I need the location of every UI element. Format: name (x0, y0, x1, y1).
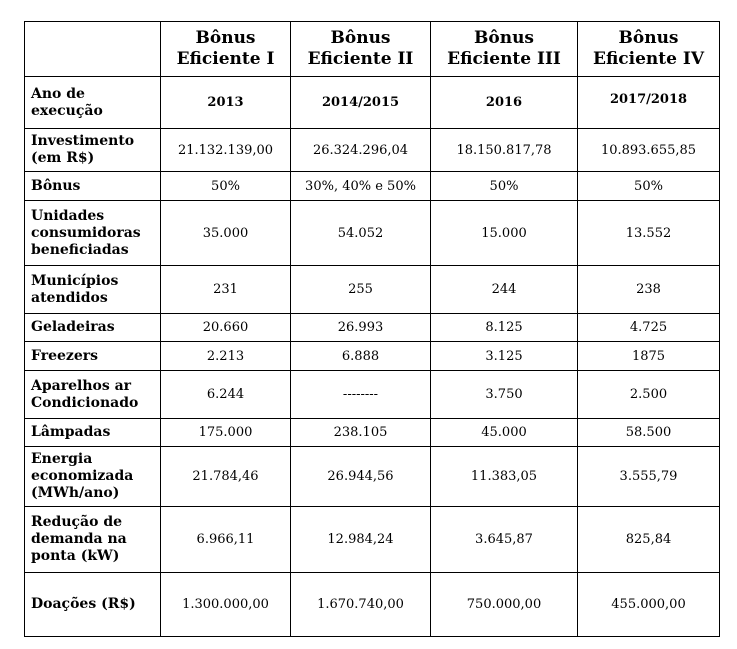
label-line: Energia (31, 451, 93, 467)
label-line: ponta (kW) (31, 548, 120, 564)
row-label (25, 266, 161, 314)
cell: 4.725 (578, 314, 720, 342)
row-label (25, 342, 161, 371)
label-line: Aparelhos ar (31, 377, 132, 394)
header-col-2-line2: Eficiente II (307, 49, 414, 69)
row-label (25, 507, 161, 573)
cell: 2016 (431, 77, 578, 129)
cell: 50% (578, 172, 720, 201)
row-freezers (25, 342, 720, 371)
label-line: Municípios (31, 272, 119, 289)
cell: 2.500 (578, 371, 720, 419)
header-col-3 (431, 22, 578, 77)
cell: 3.750 (431, 371, 578, 419)
header-col-3-line1: Bônus (474, 28, 534, 48)
row-label (25, 573, 161, 637)
label-line: Bônus (31, 177, 81, 194)
cell: 2014/2015 (291, 77, 431, 129)
cell: 20.660 (161, 314, 291, 342)
cell: 255 (291, 266, 431, 314)
row-investimento (25, 129, 720, 172)
header-col-4-line1: Bônus (618, 28, 679, 48)
cell: 35.000 (161, 201, 291, 266)
bonus-eficiente-table (24, 21, 720, 637)
header-col-4-line2: Eficiente IV (592, 49, 705, 69)
cell: 26.993 (291, 314, 431, 342)
cell: 6.966,11 (161, 507, 291, 573)
row-reducao (25, 507, 720, 573)
cell: 26.324.296,04 (291, 129, 431, 172)
label-line: demanda na (31, 531, 127, 547)
label-line: Condicionado (31, 394, 139, 411)
cell: 21.132.139,00 (161, 129, 291, 172)
cell: 10.893.655,85 (578, 129, 720, 172)
cell: 11.383,05 (431, 447, 578, 507)
cell: -------- (291, 371, 431, 419)
row-label (25, 419, 161, 447)
label-line: Freezers (31, 347, 98, 364)
row-aparelhos (25, 371, 720, 419)
cell: 21.784,46 (161, 447, 291, 507)
cell: 750.000,00 (431, 573, 578, 637)
cell: 238 (578, 266, 720, 314)
cell: 15.000 (431, 201, 578, 266)
cell: 13.552 (578, 201, 720, 266)
cell: 1.670.740,00 (291, 573, 431, 637)
cell: 58.500 (578, 419, 720, 447)
header-col-3-line2: Eficiente III (447, 49, 561, 69)
cell: 3.645,87 (431, 507, 578, 573)
cell: 2.213 (161, 342, 291, 371)
cell: 244 (431, 266, 578, 314)
cell: 455.000,00 (578, 573, 720, 637)
row-doacoes (25, 573, 720, 637)
header-col-2 (291, 22, 431, 77)
label-line: Lâmpadas (31, 424, 111, 440)
header-col-1-line1: Bônus (195, 28, 256, 48)
label-line: economizada (31, 468, 134, 484)
row-label (25, 172, 161, 201)
cell: 231 (161, 266, 291, 314)
cell: 175.000 (161, 419, 291, 447)
cell: 6.244 (161, 371, 291, 419)
label-line: Investimento (31, 133, 135, 149)
row-geladeiras (25, 314, 720, 342)
cell: 1.300.000,00 (161, 573, 291, 637)
row-ano (25, 77, 720, 129)
cell: 6.888 (291, 342, 431, 371)
cell: 3.125 (431, 342, 578, 371)
cell: 238.105 (291, 419, 431, 447)
row-label (25, 129, 161, 172)
row-bonus (25, 172, 720, 201)
header-col-1 (161, 22, 291, 77)
label-line: Geladeiras (31, 319, 115, 335)
corner-cell (25, 22, 161, 77)
cell: 18.150.817,78 (431, 129, 578, 172)
row-municipios (25, 266, 720, 314)
cell: 26.944,56 (291, 447, 431, 507)
label-line: execução (31, 102, 103, 119)
cell: 8.125 (431, 314, 578, 342)
cell: 30%, 40% e 50% (291, 172, 431, 201)
header-col-4 (578, 22, 720, 77)
cell: 45.000 (431, 419, 578, 447)
row-label (25, 447, 161, 507)
row-unidades (25, 201, 720, 266)
cell: 50% (161, 172, 291, 201)
row-label (25, 371, 161, 419)
header-col-2-line1: Bônus (330, 28, 391, 48)
row-lampadas (25, 419, 720, 447)
label-line: consumidoras (31, 224, 141, 241)
label-line: (MWh/ano) (31, 485, 120, 501)
label-line: Redução de (31, 514, 123, 530)
label-line: beneficiadas (31, 241, 129, 258)
row-label (25, 314, 161, 342)
label-line: atendidos (31, 289, 108, 306)
row-label (25, 201, 161, 266)
cell: 12.984,24 (291, 507, 431, 573)
row-energia (25, 447, 720, 507)
label-line: Ano de (31, 85, 85, 102)
header-col-1-line2: Eficiente I (176, 49, 275, 69)
row-label (25, 77, 161, 129)
cell: 50% (431, 172, 578, 201)
label-line: Doações (R$) (31, 596, 136, 612)
header-row (25, 22, 720, 77)
label-line: Unidades (31, 207, 105, 224)
cell: 3.555,79 (578, 447, 720, 507)
cell: 825,84 (578, 507, 720, 573)
cell: 2013 (161, 77, 291, 129)
cell: 2017/2018 (578, 77, 720, 129)
cell: 1875 (578, 342, 720, 371)
cell: 54.052 (291, 201, 431, 266)
label-line: (em R$) (31, 150, 95, 166)
